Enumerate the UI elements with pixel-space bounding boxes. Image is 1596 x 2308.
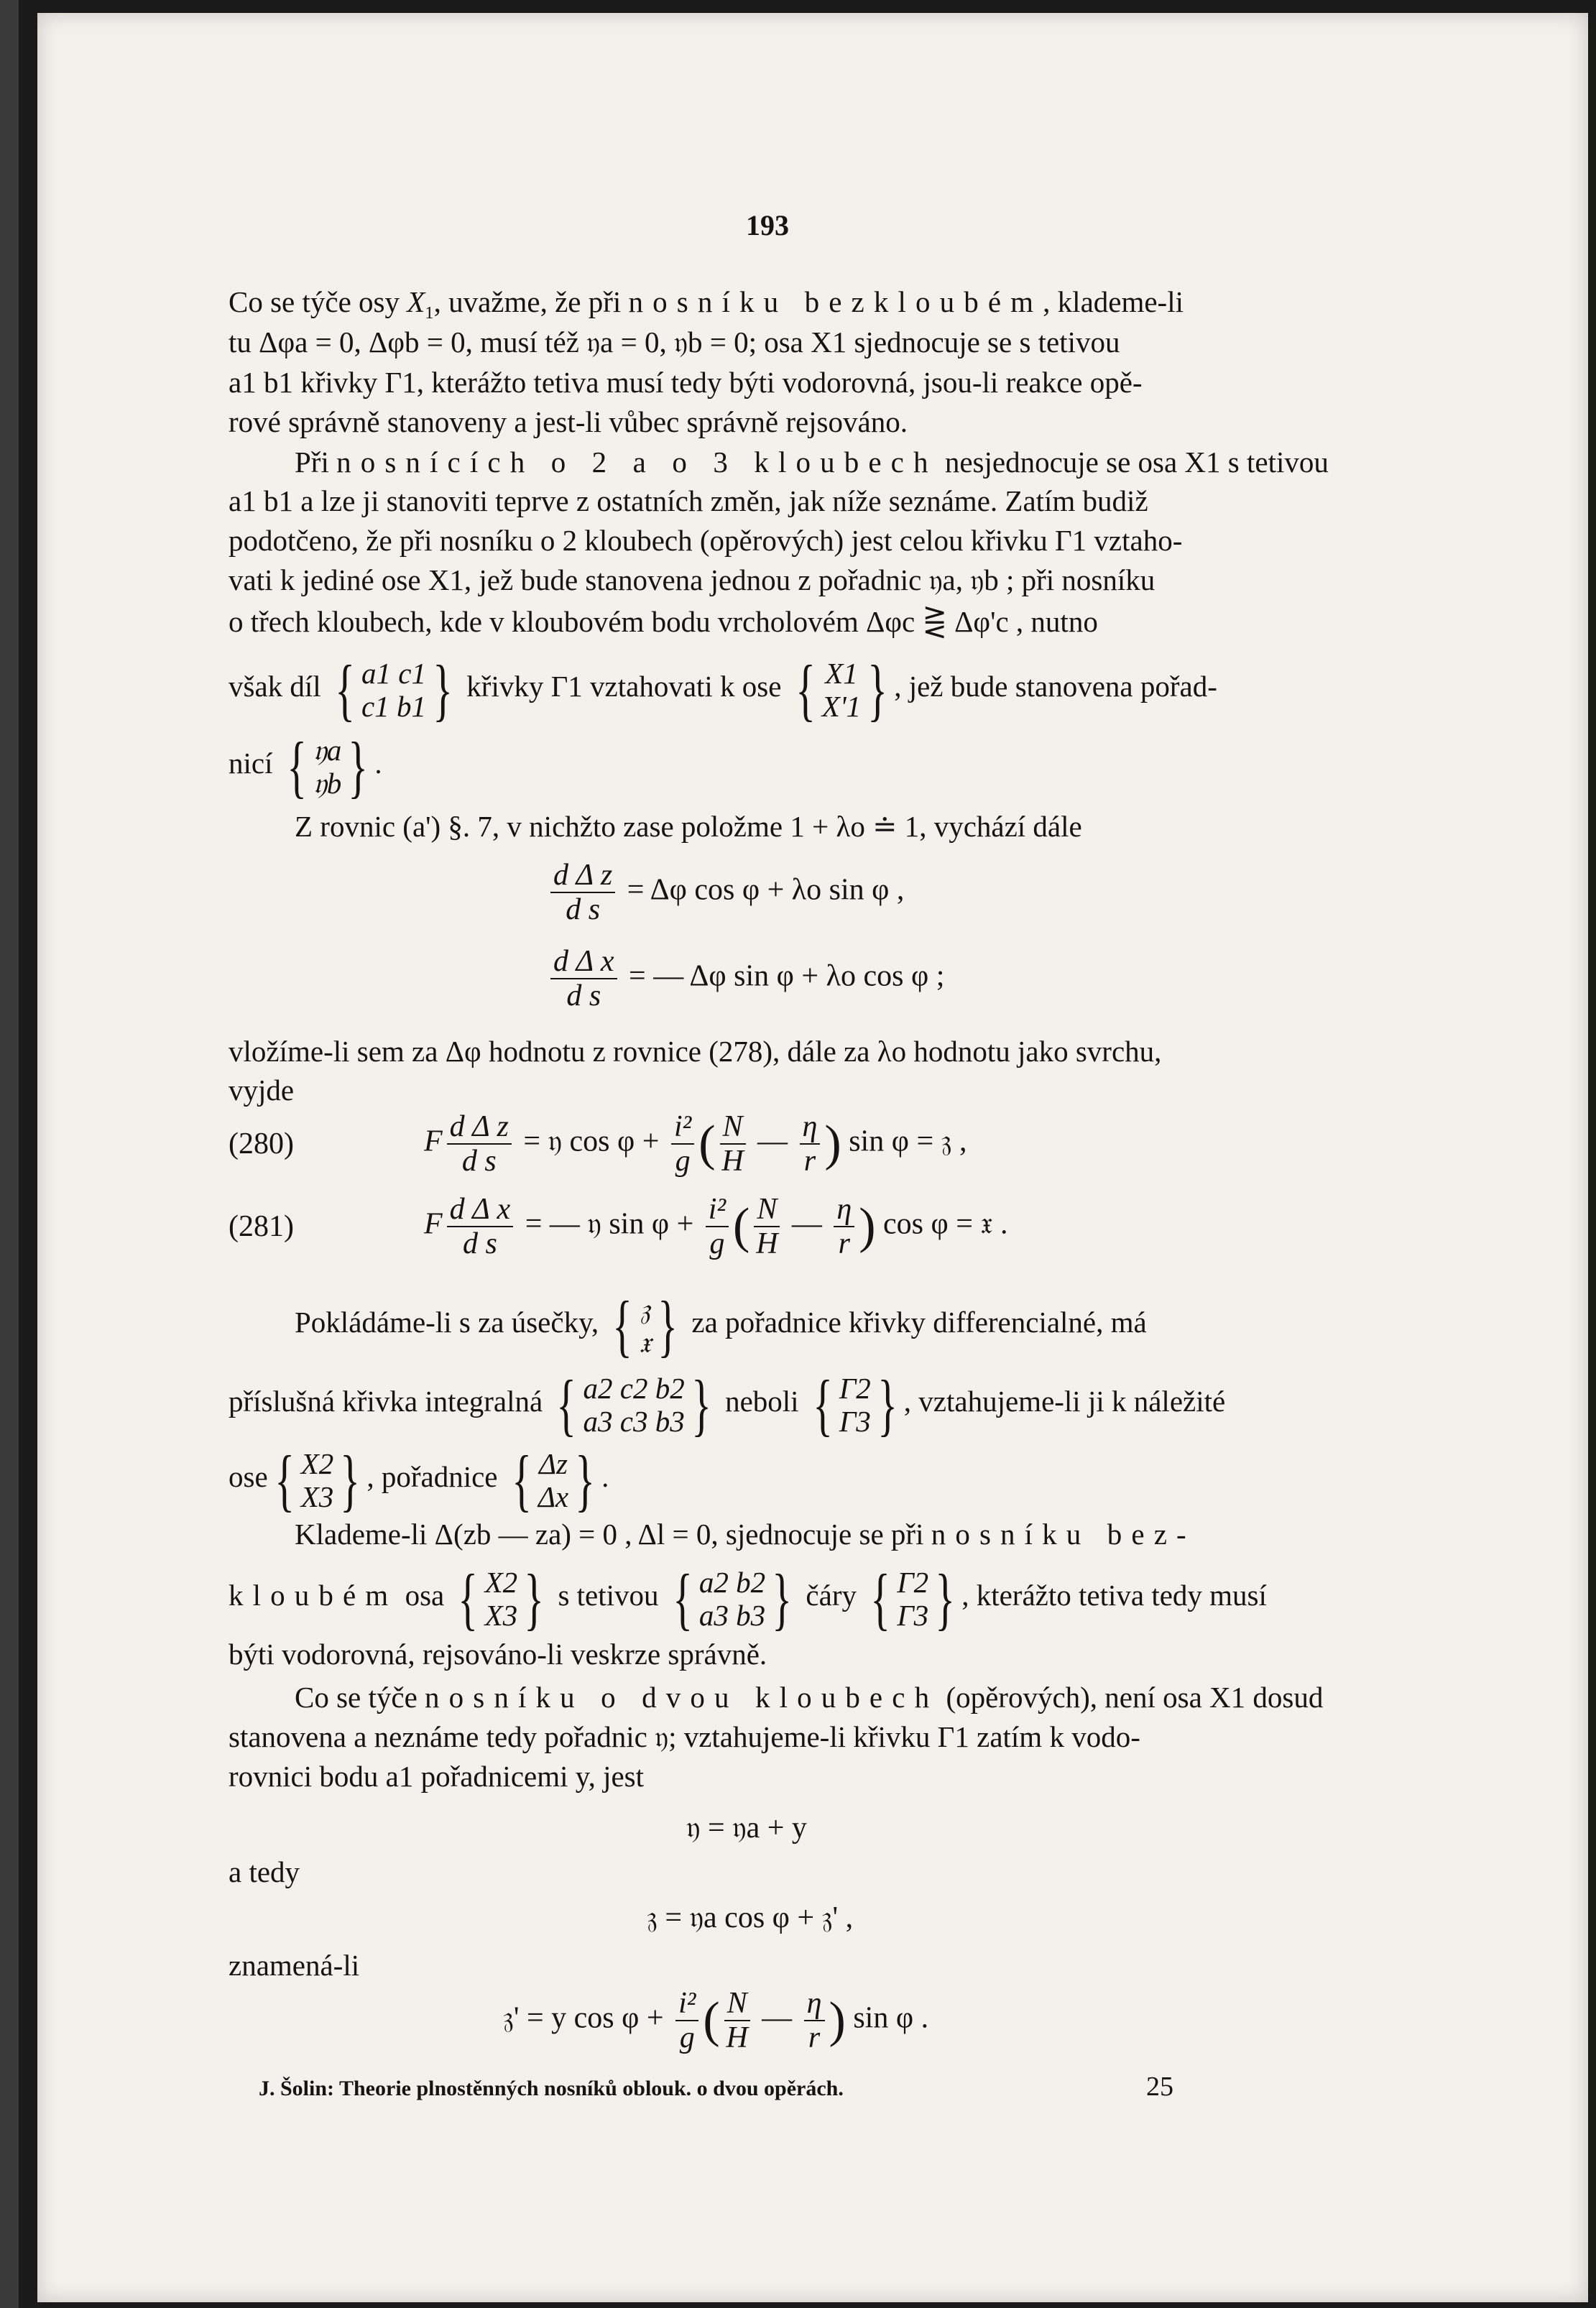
equation-b xyxy=(546,945,944,1012)
fraction xyxy=(800,1110,821,1178)
numerator: d Δ z xyxy=(447,1110,512,1145)
rhs: = Δφ cos φ + λo sin φ , xyxy=(627,873,905,907)
fraction xyxy=(550,859,615,926)
text: , kterážto tetiva tedy musí xyxy=(961,1579,1267,1612)
eq-280-label: (280) xyxy=(229,1127,294,1160)
text: . xyxy=(374,747,382,780)
fraction xyxy=(706,1193,729,1260)
text: (opěrových), není osa X1 dosud xyxy=(938,1681,1324,1714)
numerator: i² xyxy=(706,1193,729,1227)
stack-top: a2 c2 b2 xyxy=(583,1371,685,1405)
right-brace: } xyxy=(867,650,887,728)
footer-sheet-number: 25 xyxy=(1146,2072,1173,2102)
stack-top: Γ2 xyxy=(897,1565,929,1599)
spaced-term: nosníku o dvou kloubech xyxy=(425,1681,939,1714)
stack-bottom: 𝔵 xyxy=(639,1325,652,1359)
text: neboli xyxy=(725,1385,799,1418)
p5-line-2 xyxy=(229,1365,1306,1443)
fraction xyxy=(550,945,617,1012)
text: , pořadnice xyxy=(366,1460,498,1493)
close-paren: ) xyxy=(829,1993,846,2048)
right-brace: } xyxy=(658,1286,678,1364)
text: . xyxy=(601,1460,609,1493)
left-brace: { xyxy=(274,1441,295,1518)
stack-top: Γ2 xyxy=(839,1371,871,1405)
text: Při xyxy=(295,446,337,479)
p2-line-7 xyxy=(229,727,1306,805)
text: ose xyxy=(229,1460,268,1493)
scan-edge xyxy=(0,0,19,2308)
right-brace: } xyxy=(524,1559,544,1637)
fraction xyxy=(724,1987,750,2054)
left-brace: { xyxy=(286,727,307,805)
brace-stack xyxy=(361,657,426,723)
numerator: i² xyxy=(671,1110,694,1145)
right-brace: } xyxy=(433,650,453,728)
stack-top: 𝔶a xyxy=(313,733,342,767)
p5-line-1 xyxy=(295,1286,1373,1364)
brace-stack xyxy=(583,1372,685,1438)
brace-stack xyxy=(699,1566,765,1632)
numerator: i² xyxy=(675,1987,698,2021)
text: osa xyxy=(405,1579,445,1612)
spaced-term: nosníku bez- xyxy=(931,1518,1196,1551)
tail: sin φ . xyxy=(853,2001,929,2035)
text: Co se týče osy xyxy=(229,285,407,318)
close-paren: ) xyxy=(859,1199,876,1254)
p5-line-3 xyxy=(229,1441,1306,1518)
left-brace: { xyxy=(813,1365,833,1443)
right-brace: } xyxy=(935,1559,956,1637)
equation-280 xyxy=(424,1110,967,1178)
text: příslušná křivka integralná xyxy=(229,1385,543,1418)
p2-line-4: vati k jediné ose X1, jež bude stanovena jednou z pořadnic 𝔶a, 𝔶b ; při nosníku xyxy=(229,563,1156,596)
open-paren: ( xyxy=(733,1199,750,1254)
p6-line-1 xyxy=(295,1515,1373,1554)
fraction xyxy=(834,1193,854,1260)
fraction xyxy=(675,1987,698,2054)
fraction xyxy=(447,1193,514,1260)
stack-top: X2 xyxy=(300,1446,334,1480)
p4-line-2: vyjde xyxy=(229,1074,295,1107)
stack-bottom: 𝔶b xyxy=(313,766,342,800)
numerator: N xyxy=(720,1110,746,1145)
stack-top: X2 xyxy=(484,1565,518,1599)
numerator: N xyxy=(724,1987,750,2021)
stack-top: X1 xyxy=(825,656,858,690)
stack-bottom: Γ3 xyxy=(897,1598,929,1632)
denominator: g xyxy=(679,2021,695,2054)
footer-signature: J. Šolin: Theorie plnostěnných nosníků oblouk. o dvou opěrách. xyxy=(259,2077,844,2100)
text: nicí xyxy=(229,747,273,780)
brace-stack xyxy=(301,1447,334,1513)
left-brace: { xyxy=(511,1441,532,1518)
stack-bottom: a3 b3 xyxy=(698,1598,766,1632)
eq-281-label: (281) xyxy=(229,1210,294,1243)
denominator: r xyxy=(803,1145,816,1178)
coefficient: F xyxy=(424,1207,443,1241)
text: Pokládáme-li s za úsečky, xyxy=(295,1306,599,1339)
numerator: η xyxy=(834,1193,854,1227)
right-brace: } xyxy=(348,727,369,805)
brace-stack xyxy=(839,1372,871,1438)
minus: — xyxy=(754,2001,800,2035)
stack-bottom: c1 b1 xyxy=(361,689,426,723)
text: nesjednocuje se osa X1 s tetivou xyxy=(937,446,1329,479)
right-brace: } xyxy=(877,1365,898,1443)
right-brace: } xyxy=(691,1365,711,1443)
text: však díl xyxy=(229,670,321,703)
equation-281 xyxy=(424,1193,1007,1260)
stack-bottom: X3 xyxy=(484,1598,518,1632)
fraction xyxy=(447,1110,512,1178)
denominator: g xyxy=(675,1145,691,1178)
open-paren: ( xyxy=(703,1993,720,2048)
p6-line-2 xyxy=(229,1559,1306,1637)
denominator: H xyxy=(721,1145,744,1178)
denominator: g xyxy=(709,1227,725,1260)
brace-stack xyxy=(822,657,861,723)
brace-stack xyxy=(538,1447,568,1513)
tail: cos φ = 𝔵 . xyxy=(883,1207,1008,1241)
left-brace: { xyxy=(612,1286,633,1364)
left-brace: { xyxy=(672,1559,693,1637)
brace-stack xyxy=(639,1293,651,1359)
p2-line-5: o třech kloubech, kde v kloubovém bodu vrcholovém Δφc ⋛ Δφ'c , nutno xyxy=(229,605,1098,638)
equation-e xyxy=(503,1987,928,2054)
close-paren: ) xyxy=(824,1116,841,1171)
fraction xyxy=(720,1110,746,1178)
spaced-term: kloubém xyxy=(229,1579,398,1612)
p1-line-3: a1 b1 křivky Γ1, kterážto tetiva musí tedy býti vodorovná, jsou-li reakce opě- xyxy=(229,366,1143,399)
left-brace: { xyxy=(556,1365,577,1443)
numerator: η xyxy=(804,1987,825,2021)
stack-bottom: a3 c3 b3 xyxy=(583,1404,685,1438)
fraction xyxy=(671,1110,694,1178)
numerator: d Δ x xyxy=(550,945,617,979)
spaced-term: nosnících o 2 a o 3 kloubech xyxy=(336,446,938,479)
spaced-term: nosníku bezkloubém xyxy=(628,285,1043,318)
text: čáry xyxy=(806,1579,857,1612)
denominator: d s xyxy=(566,893,601,926)
p7-line-1 xyxy=(295,1678,1373,1717)
numerator: d Δ x xyxy=(447,1193,514,1227)
left-brace: { xyxy=(335,650,355,728)
equation-d: 𝔷 = 𝔶a cos φ + 𝔷' , xyxy=(647,1901,854,1934)
stack-bottom: X'1 xyxy=(821,689,862,723)
text: s tetivou xyxy=(558,1579,659,1612)
text: , klademe-li xyxy=(1043,285,1184,318)
p6-line-3: býti vodorovná, rejsováno-li veskrze správně. xyxy=(229,1638,767,1671)
left-brace: { xyxy=(458,1559,479,1637)
text: křivky Γ1 vztahovati k ose xyxy=(466,670,782,703)
text: , uvažme, že při xyxy=(433,285,629,318)
fraction xyxy=(804,1987,825,2054)
text: Klademe-li Δ(zb — za) = 0 , Δl = 0, sjednocuje se při xyxy=(295,1518,931,1551)
stack-bottom: Δx xyxy=(538,1480,569,1513)
numerator: d Δ z xyxy=(550,859,615,893)
right-brace: } xyxy=(575,1441,595,1518)
right-brace: } xyxy=(772,1559,792,1637)
stack-top: a2 b2 xyxy=(698,1565,766,1599)
minus: — xyxy=(784,1207,830,1241)
denominator: H xyxy=(756,1227,778,1260)
axis-symbol: X xyxy=(407,285,425,318)
p1-line-4: rové správně stanoveny a jest-li vůbec správně rejsováno. xyxy=(229,405,908,438)
minus: — xyxy=(749,1125,795,1158)
p2-line-6 xyxy=(229,650,1306,728)
stack-bottom: Γ3 xyxy=(839,1404,871,1438)
left-brace: { xyxy=(795,650,816,728)
denominator: d s xyxy=(566,979,601,1012)
p2-line-2: a1 b1 a lze ji stanoviti teprve z ostatních změn, jak níže seznáme. Zatím budiž xyxy=(229,484,1148,517)
stack-top: a1 c1 xyxy=(361,656,426,690)
subscript: 1 xyxy=(425,303,434,323)
p9-line-1: znamená-li xyxy=(229,1949,360,1982)
denominator: r xyxy=(808,2021,821,2054)
text: za pořadnice křivky differencialné, má xyxy=(691,1306,1147,1339)
text: , vztahujeme-li ji k náležité xyxy=(903,1385,1226,1418)
coefficient: F xyxy=(424,1125,443,1158)
rhs: = — Δφ sin φ + λo cos φ ; xyxy=(629,959,945,993)
text: Co se týče xyxy=(295,1681,425,1714)
lhs: 𝔷' = y cos φ + xyxy=(503,2001,664,2035)
middle-term: = — 𝔶 sin φ + xyxy=(525,1207,694,1241)
denominator: r xyxy=(838,1227,850,1260)
fraction xyxy=(754,1193,780,1260)
right-brace: } xyxy=(340,1441,361,1518)
p8-line-1: a tedy xyxy=(229,1855,300,1888)
p2-line-1 xyxy=(295,443,1373,481)
left-brace: { xyxy=(870,1559,891,1637)
numerator: η xyxy=(800,1110,821,1145)
p3-line-1: Z rovnic (a') §. 7, v nichžto zase položme 1 + λo ≐ 1, vychází dále xyxy=(295,810,1082,843)
brace-stack xyxy=(313,734,341,800)
denominator: d s xyxy=(461,1145,497,1178)
equation-c: 𝔶 = 𝔶a + y xyxy=(686,1811,807,1845)
denominator: d s xyxy=(463,1227,497,1260)
tail: sin φ = 𝔷 , xyxy=(849,1125,967,1158)
p2-line-3: podotčeno, že při nosníku o 2 kloubech (opěrových) jest celou křivku Γ1 vztaho- xyxy=(229,524,1183,557)
page-number: 193 xyxy=(746,209,789,241)
stack-top: 𝔷 xyxy=(640,1292,651,1326)
stack-top: Δz xyxy=(538,1446,568,1480)
denominator: H xyxy=(726,2021,748,2054)
middle-term: = 𝔶 cos φ + xyxy=(523,1125,660,1158)
p4-line-1: vložíme-li sem za Δφ hodnotu z rovnice (278), dále za λo hodnotu jako svrchu, xyxy=(229,1035,1162,1068)
numerator: N xyxy=(754,1193,780,1227)
p7-line-2: stanovena a neznáme tedy pořadnic 𝔶; vztahujeme-li křivku Γ1 zatím k vodo- xyxy=(229,1720,1140,1753)
brace-stack xyxy=(485,1566,518,1632)
stack-bottom: X3 xyxy=(300,1480,334,1513)
text: , jež bude stanovena pořad- xyxy=(894,670,1217,703)
p7-line-3: rovnici bodu a1 pořadnicemi y, jest xyxy=(229,1760,645,1793)
p1-line-2: tu Δφa = 0, Δφb = 0, musí též 𝔶a = 0, 𝔶b = 0; osa X1 sjednocuje se s tetivou xyxy=(229,326,1120,359)
open-paren: ( xyxy=(698,1116,716,1171)
brace-stack xyxy=(897,1566,928,1632)
equation-a xyxy=(546,859,904,926)
